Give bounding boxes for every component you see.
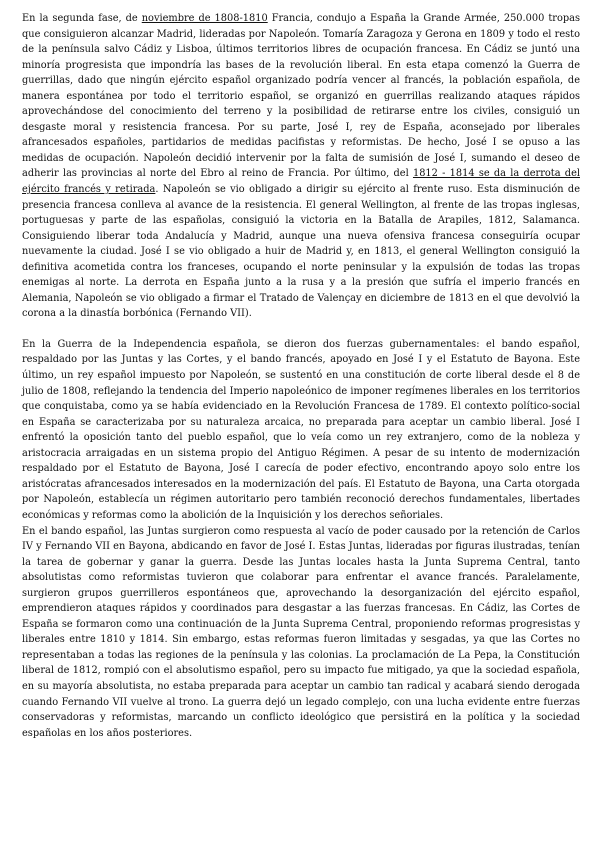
text-segment: . Napoleón se vio obligado a dirigir su ejército al frente ruso. Esta disminución de presencia francesa conlleva al avance de la resistencia. El general Wellington, al frente de las tropas inglesas, portuguesas y parte de las españolas, consiguió la victoria en la Batalla de Arapiles, 1812, Salamanca. Consiguiendo liberar toda Andalucía y Madrid, aunque una nueva ofensiva francesa conseguiría ocupar nuevamente la ciudad. José I se vio obligado a huir de Madrid y, en 1813, el general Wellington consiguió la definitiva acometida contra los franceses, ocupando el norte peninsular y la expulsión de todas las tropas enemigas al norte. La derrota en España junto a la rusa y a la presión que sufría el imperio francés en Alemania, Napoleón se vio obligado a firmar el Tratado de Valençay en diciembre de 1813 en el que devolvió la corona a la dinastía borbónica (Fernando VII). <box>22 184 581 320</box>
underlined-heading-1812-1814: 1812 - 1814 se da la derrota del ejército francés y retirada <box>22 168 580 196</box>
text-segment: Francia, condujo a España la Grande Armée, 250.000 tropas que consiguieron alcanzar Madrid, lideradas por Napoleón. Tomaría Zaragoza y Gerona en 1809 y todo el resto de la península salvo Cádiz y Lisboa, últimos territorios libres de ocupación francesa. En Cádiz se juntó una minoría progresista que impondría las bases de la revolución liberal. En esta etapa comenzó la Guerra de guerrillas, dado que ningún ejército español organizado podría vencer al francés, la población española, de manera espontánea por todo el territorio español, se organizó en guerrillas realizando ataques rápidos aprovechándose del conocimiento del terreno y la posibilidad de retirarse entre los civiles, consiguió un desgaste moral y resistencia francesa. Por su parte, José I, rey de España, aconsejado por liberales afrancesados españoles, partidarios de medidas pacifistas y reformistas. De hecho, José I se opuso a las medidas de ocupación. Napoleón decidió intervenir por la falta de sumisión de José I, sumando el deseo de adherir las provincias al norte del Ebro al reino de Francia. Por último, del <box>22 13 581 180</box>
underlined-date-1808-1810: noviembre de 1808-1810 <box>141 13 268 24</box>
text-segment: En la Guerra de la Independencia española, se dieron dos fuerzas gubernamentales: el bando español, respaldado por las Juntas y las Cortes, y el bando francés, apoyado en José I y el Estatuto de Bayona. Este último, un rey español impuesto por Napoleón, se sustentó en una constitución de corte liberal desde el 8 de julio de 1808, reflejando la tendencia del Imperio napoleónico de imponer regímenes liberales en los territorios que conquistaba, como ya se había evidenciado en la Revolución Francesa de 1789. El contexto político-social en España se caracterizaba por su naturaleza arcaica, no preparada para aceptar un cambio liberal. José I enfrentó la oposición tanto del pueblo español, que lo veía como un rey extranjero, como de la nobleza y aristocracia arraigadas en un sistema propio del Antiguo Régimen. A pesar de su intento de modernización respaldado por el Estatuto de Bayona, José I carecía de poder efectivo, encontrando apoyo solo entre los aristócratas afrancesados interesados en la modernización del país. El Estatuto de Bayona, una Carta otorgada por Napoleón, establecía un régimen autoritario pero también reconoció derechos fundamentales, libertades económicas y reformas como la abolición de la Inquisición y los derechos señoriales. <box>22 338 580 521</box>
text-segment: En el bando español, las Juntas surgieron como respuesta al vacío de poder causado por la retención de Carlos IV y Fernando VII en Bayona, abdicando en favor de José I. Estas Juntas, lideradas por figuras ilustradas, tenían la tarea de gobernar y ganar la guerra. Desde las Juntas locales hasta la Junta Suprema Central, tanto absolutistas como reformistas tuvieron que colaborar para enfrentar el avance francés. Paralelamente, surgieron grupos guerrilleros espontáneos que, aprovechando la desorganización del ejército español, emprendieron ataques rápidos y coordinados para desgastar a las fuerzas francesas. En Cádiz, las Cortes de España se formaron como una continuación de la Junta Suprema Central, proponiendo reformas progresistas y liberales entre 1810 y 1814. Sin embargo, estas reformas fueron limitadas y sesgadas, ya que las Cortes no representaban a todas las regiones de la península y las colonias. La proclamación de La Pepa, la Constitución liberal de 1812, rompió con el absolutismo español, pero su impacto fue mitigado, ya que la sociedad española, en su mayoría absolutista, no estaba preparada para aceptar un cambio tan radical y acabará siendo derogada cuando Fernando VII vuelve al trono. La guerra dejó un legado complejo, con una lucha evidente entre fuerzas conservadoras y reformistas, marcando un conflicto ideológico que persistirá en la política y la sociedad españolas en los años posteriores. <box>22 525 580 739</box>
paragraph-spacer <box>22 322 580 337</box>
paragraph-second-phase <box>22 11 580 322</box>
text-segment: En la segunda fase, de <box>22 13 142 24</box>
paragraph-government-forces <box>22 337 580 524</box>
paragraph-spanish-side <box>22 524 580 742</box>
